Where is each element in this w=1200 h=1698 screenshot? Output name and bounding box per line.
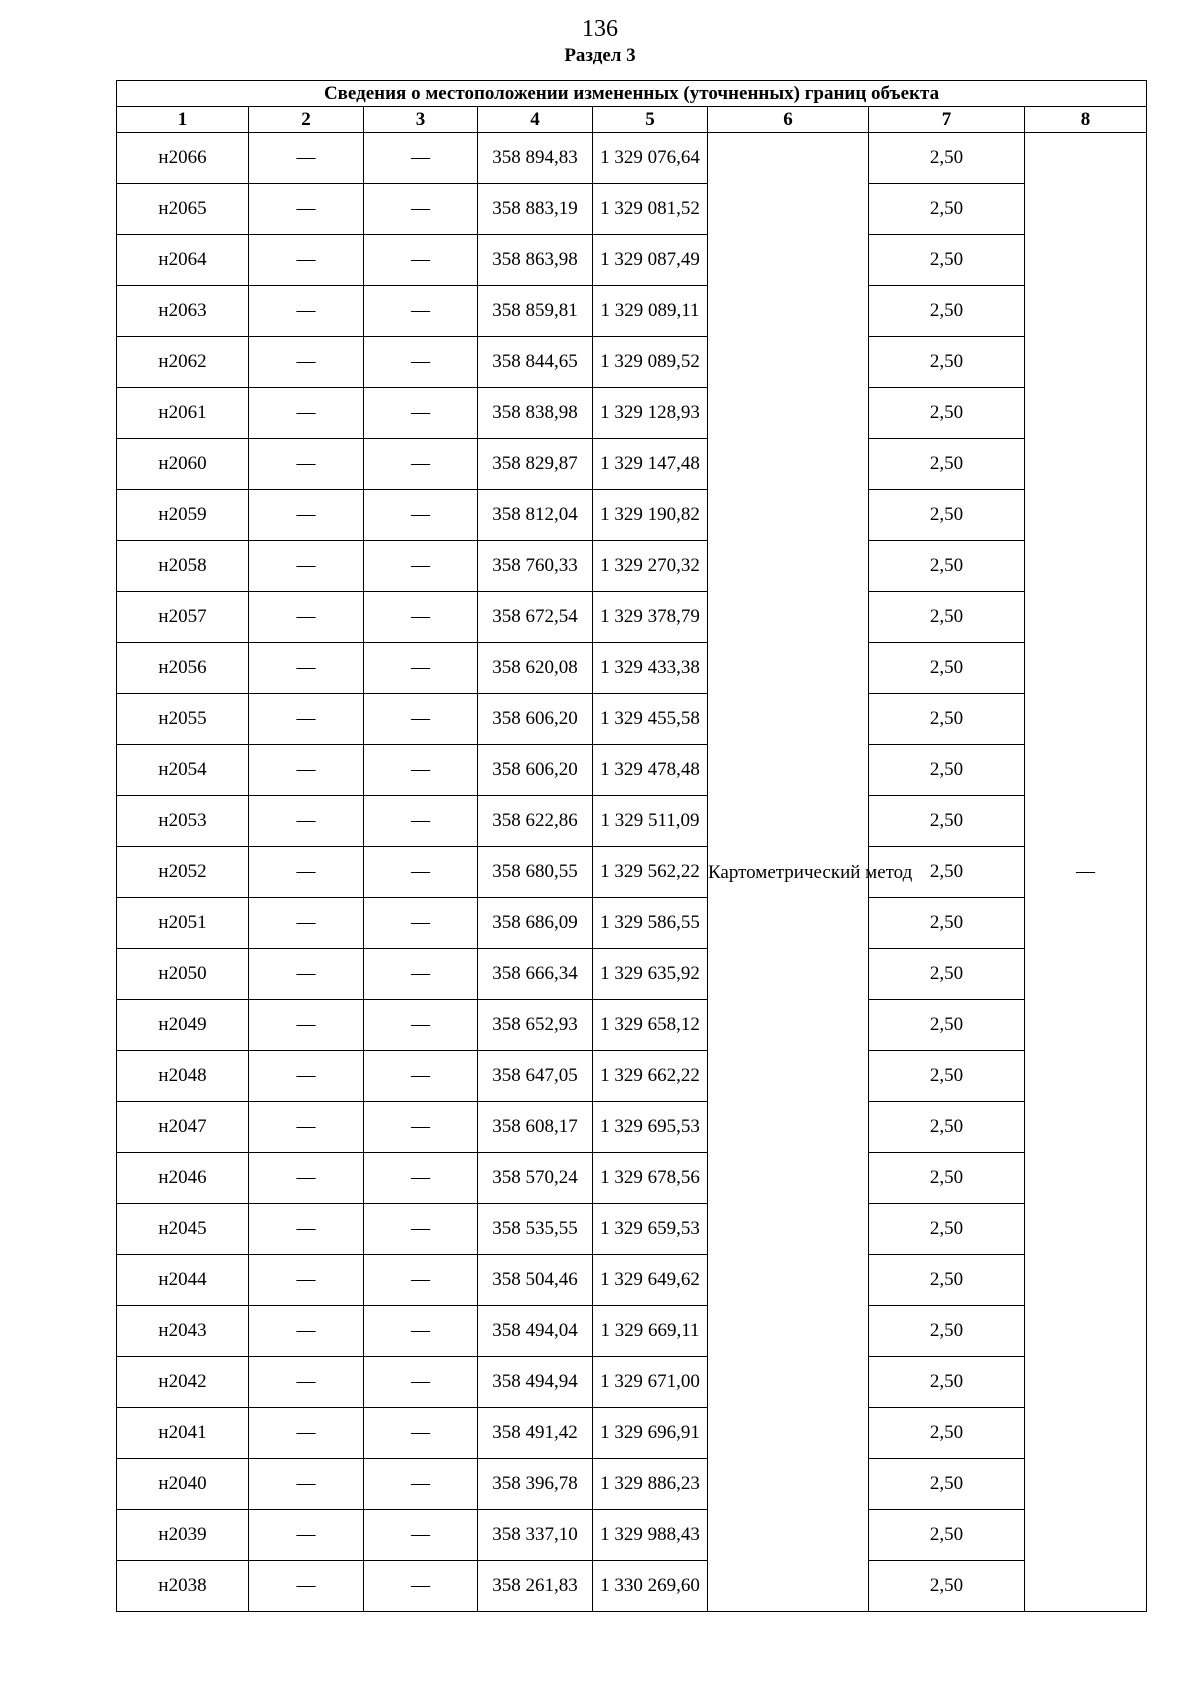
column-3-cell: — bbox=[364, 1561, 478, 1612]
section-title: Раздел 3 bbox=[564, 45, 636, 66]
y-coordinate-cell: 1 329 988,43 bbox=[593, 1510, 708, 1561]
column-7-cell: 2,50 bbox=[869, 1000, 1025, 1051]
column-3-cell: — bbox=[364, 1153, 478, 1204]
column-3-cell: — bbox=[364, 1255, 478, 1306]
table-row bbox=[117, 592, 1147, 643]
table-row bbox=[117, 235, 1147, 286]
table-row bbox=[117, 1204, 1147, 1255]
column-3-cell: — bbox=[364, 1357, 478, 1408]
column-2-cell: — bbox=[249, 592, 364, 643]
column-2-cell: — bbox=[249, 337, 364, 388]
column-2-cell: — bbox=[249, 694, 364, 745]
point-name-cell: н2040 bbox=[117, 1459, 249, 1510]
point-name-cell: н2065 bbox=[117, 184, 249, 235]
column-2-cell: — bbox=[249, 1102, 364, 1153]
point-name-cell: н2066 bbox=[117, 133, 249, 184]
y-coordinate-cell: 1 329 511,09 bbox=[593, 796, 708, 847]
method-cell: Картометрический метод bbox=[708, 133, 869, 1612]
x-coordinate-cell: 358 570,24 bbox=[478, 1153, 593, 1204]
column-number-3: 3 bbox=[364, 107, 478, 133]
table-row bbox=[117, 949, 1147, 1000]
column-3-cell: — bbox=[364, 898, 478, 949]
table-row bbox=[117, 1051, 1147, 1102]
column-7-cell: 2,50 bbox=[869, 439, 1025, 490]
y-coordinate-cell: 1 329 696,91 bbox=[593, 1408, 708, 1459]
column-7-cell: 2,50 bbox=[869, 388, 1025, 439]
column-number-5: 5 bbox=[593, 107, 708, 133]
column-7-cell: 2,50 bbox=[869, 1102, 1025, 1153]
table-row bbox=[117, 1000, 1147, 1051]
column-7-cell: 2,50 bbox=[869, 1510, 1025, 1561]
point-name-cell: н2057 bbox=[117, 592, 249, 643]
y-coordinate-cell: 1 329 378,79 bbox=[593, 592, 708, 643]
column-2-cell: — bbox=[249, 847, 364, 898]
column-3-cell: — bbox=[364, 847, 478, 898]
column-7-cell: 2,50 bbox=[869, 1306, 1025, 1357]
column-3-cell: — bbox=[364, 745, 478, 796]
x-coordinate-cell: 358 672,54 bbox=[478, 592, 593, 643]
y-coordinate-cell: 1 329 087,49 bbox=[593, 235, 708, 286]
y-coordinate-cell: 1 329 669,11 bbox=[593, 1306, 708, 1357]
y-coordinate-cell: 1 329 190,82 bbox=[593, 490, 708, 541]
y-coordinate-cell: 1 329 678,56 bbox=[593, 1153, 708, 1204]
table-row bbox=[117, 847, 1147, 898]
point-name-cell: н2048 bbox=[117, 1051, 249, 1102]
x-coordinate-cell: 358 652,93 bbox=[478, 1000, 593, 1051]
y-coordinate-cell: 1 329 695,53 bbox=[593, 1102, 708, 1153]
column-7-cell: 2,50 bbox=[869, 949, 1025, 1000]
y-coordinate-cell: 1 329 562,22 bbox=[593, 847, 708, 898]
column-2-cell: — bbox=[249, 1153, 364, 1204]
table-row bbox=[117, 133, 1147, 184]
table-row bbox=[117, 1153, 1147, 1204]
column-7-cell: 2,50 bbox=[869, 847, 1025, 898]
point-name-cell: н2043 bbox=[117, 1306, 249, 1357]
column-number-row bbox=[117, 107, 1147, 133]
y-coordinate-cell: 1 329 089,11 bbox=[593, 286, 708, 337]
column-2-cell: — bbox=[249, 235, 364, 286]
table-row bbox=[117, 541, 1147, 592]
column-3-cell: — bbox=[364, 796, 478, 847]
table-row bbox=[117, 1306, 1147, 1357]
x-coordinate-cell: 358 838,98 bbox=[478, 388, 593, 439]
column-7-cell: 2,50 bbox=[869, 184, 1025, 235]
column-3-cell: — bbox=[364, 592, 478, 643]
column-number-8: 8 bbox=[1025, 107, 1147, 133]
column-7-cell: 2,50 bbox=[869, 1459, 1025, 1510]
point-name-cell: н2050 bbox=[117, 949, 249, 1000]
x-coordinate-cell: 358 680,55 bbox=[478, 847, 593, 898]
table-row bbox=[117, 898, 1147, 949]
table-caption: Сведения о местоположении измененных (уточненных) границ объекта bbox=[117, 81, 1147, 107]
x-coordinate-cell: 358 859,81 bbox=[478, 286, 593, 337]
column-number-1: 1 bbox=[117, 107, 249, 133]
y-coordinate-cell: 1 329 076,64 bbox=[593, 133, 708, 184]
table-body bbox=[117, 133, 1147, 1612]
page-number: 136 bbox=[582, 16, 618, 42]
column-3-cell: — bbox=[364, 1306, 478, 1357]
y-coordinate-cell: 1 329 128,93 bbox=[593, 388, 708, 439]
column-2-cell: — bbox=[249, 1459, 364, 1510]
x-coordinate-cell: 358 844,65 bbox=[478, 337, 593, 388]
x-coordinate-cell: 358 396,78 bbox=[478, 1459, 593, 1510]
column-2-cell: — bbox=[249, 439, 364, 490]
x-coordinate-cell: 358 760,33 bbox=[478, 541, 593, 592]
column-number-6: 6 bbox=[708, 107, 869, 133]
point-name-cell: н2062 bbox=[117, 337, 249, 388]
column-2-cell: — bbox=[249, 1408, 364, 1459]
x-coordinate-cell: 358 666,34 bbox=[478, 949, 593, 1000]
table-row bbox=[117, 745, 1147, 796]
column-2-cell: — bbox=[249, 1357, 364, 1408]
x-coordinate-cell: 358 494,04 bbox=[478, 1306, 593, 1357]
column-3-cell: — bbox=[364, 1408, 478, 1459]
column-number-7: 7 bbox=[869, 107, 1025, 133]
column-number-2: 2 bbox=[249, 107, 364, 133]
column-7-cell: 2,50 bbox=[869, 898, 1025, 949]
y-coordinate-cell: 1 329 659,53 bbox=[593, 1204, 708, 1255]
column-3-cell: — bbox=[364, 1000, 478, 1051]
x-coordinate-cell: 358 491,42 bbox=[478, 1408, 593, 1459]
point-name-cell: н2064 bbox=[117, 235, 249, 286]
x-coordinate-cell: 358 647,05 bbox=[478, 1051, 593, 1102]
point-name-cell: н2052 bbox=[117, 847, 249, 898]
y-coordinate-cell: 1 329 478,48 bbox=[593, 745, 708, 796]
table-row bbox=[117, 337, 1147, 388]
column-3-cell: — bbox=[364, 337, 478, 388]
x-coordinate-cell: 358 337,10 bbox=[478, 1510, 593, 1561]
column-7-cell: 2,50 bbox=[869, 1357, 1025, 1408]
point-name-cell: н2060 bbox=[117, 439, 249, 490]
x-coordinate-cell: 358 812,04 bbox=[478, 490, 593, 541]
y-coordinate-cell: 1 329 455,58 bbox=[593, 694, 708, 745]
column-2-cell: — bbox=[249, 184, 364, 235]
column-2-cell: — bbox=[249, 490, 364, 541]
column-3-cell: — bbox=[364, 643, 478, 694]
column-3-cell: — bbox=[364, 286, 478, 337]
column-3-cell: — bbox=[364, 1459, 478, 1510]
point-name-cell: н2042 bbox=[117, 1357, 249, 1408]
point-name-cell: н2038 bbox=[117, 1561, 249, 1612]
column-2-cell: — bbox=[249, 1000, 364, 1051]
column-2-cell: — bbox=[249, 898, 364, 949]
point-name-cell: н2046 bbox=[117, 1153, 249, 1204]
point-name-cell: н2053 bbox=[117, 796, 249, 847]
column-7-cell: 2,50 bbox=[869, 643, 1025, 694]
column-7-cell: 2,50 bbox=[869, 1204, 1025, 1255]
column-3-cell: — bbox=[364, 439, 478, 490]
column-3-cell: — bbox=[364, 541, 478, 592]
column-7-cell: 2,50 bbox=[869, 796, 1025, 847]
point-name-cell: н2056 bbox=[117, 643, 249, 694]
y-coordinate-cell: 1 329 270,32 bbox=[593, 541, 708, 592]
column-3-cell: — bbox=[364, 694, 478, 745]
point-name-cell: н2051 bbox=[117, 898, 249, 949]
y-coordinate-cell: 1 329 886,23 bbox=[593, 1459, 708, 1510]
column-3-cell: — bbox=[364, 235, 478, 286]
table-row bbox=[117, 286, 1147, 337]
y-coordinate-cell: 1 329 635,92 bbox=[593, 949, 708, 1000]
column-2-cell: — bbox=[249, 1510, 364, 1561]
column-7-cell: 2,50 bbox=[869, 1255, 1025, 1306]
point-name-cell: н2055 bbox=[117, 694, 249, 745]
y-coordinate-cell: 1 329 433,38 bbox=[593, 643, 708, 694]
column-2-cell: — bbox=[249, 949, 364, 1000]
table-row bbox=[117, 1357, 1147, 1408]
column-8-cell: — bbox=[1025, 133, 1147, 1612]
column-7-cell: 2,50 bbox=[869, 133, 1025, 184]
table-row bbox=[117, 1408, 1147, 1459]
column-2-cell: — bbox=[249, 1561, 364, 1612]
x-coordinate-cell: 358 504,46 bbox=[478, 1255, 593, 1306]
table-row bbox=[117, 1459, 1147, 1510]
column-3-cell: — bbox=[364, 133, 478, 184]
y-coordinate-cell: 1 329 089,52 bbox=[593, 337, 708, 388]
column-3-cell: — bbox=[364, 949, 478, 1000]
y-coordinate-cell: 1 329 649,62 bbox=[593, 1255, 708, 1306]
point-name-cell: н2041 bbox=[117, 1408, 249, 1459]
table-row bbox=[117, 796, 1147, 847]
column-2-cell: — bbox=[249, 1306, 364, 1357]
column-2-cell: — bbox=[249, 643, 364, 694]
column-2-cell: — bbox=[249, 388, 364, 439]
column-3-cell: — bbox=[364, 184, 478, 235]
point-name-cell: н2059 bbox=[117, 490, 249, 541]
column-2-cell: — bbox=[249, 1255, 364, 1306]
table-row bbox=[117, 184, 1147, 235]
x-coordinate-cell: 358 606,20 bbox=[478, 694, 593, 745]
column-7-cell: 2,50 bbox=[869, 1051, 1025, 1102]
point-name-cell: н2047 bbox=[117, 1102, 249, 1153]
column-2-cell: — bbox=[249, 1051, 364, 1102]
table-row bbox=[117, 388, 1147, 439]
point-name-cell: н2061 bbox=[117, 388, 249, 439]
table-row bbox=[117, 694, 1147, 745]
column-2-cell: — bbox=[249, 796, 364, 847]
y-coordinate-cell: 1 329 671,00 bbox=[593, 1357, 708, 1408]
column-7-cell: 2,50 bbox=[869, 235, 1025, 286]
column-7-cell: 2,50 bbox=[869, 1408, 1025, 1459]
x-coordinate-cell: 358 261,83 bbox=[478, 1561, 593, 1612]
column-2-cell: — bbox=[249, 541, 364, 592]
table-row bbox=[117, 643, 1147, 694]
x-coordinate-cell: 358 686,09 bbox=[478, 898, 593, 949]
table-row bbox=[117, 1510, 1147, 1561]
point-name-cell: н2039 bbox=[117, 1510, 249, 1561]
coordinates-table bbox=[116, 80, 1147, 1612]
column-7-cell: 2,50 bbox=[869, 1561, 1025, 1612]
column-number-4: 4 bbox=[478, 107, 593, 133]
column-7-cell: 2,50 bbox=[869, 337, 1025, 388]
column-7-cell: 2,50 bbox=[869, 490, 1025, 541]
point-name-cell: н2045 bbox=[117, 1204, 249, 1255]
y-coordinate-cell: 1 329 586,55 bbox=[593, 898, 708, 949]
column-3-cell: — bbox=[364, 1102, 478, 1153]
y-coordinate-cell: 1 330 269,60 bbox=[593, 1561, 708, 1612]
column-7-cell: 2,50 bbox=[869, 592, 1025, 643]
x-coordinate-cell: 358 620,08 bbox=[478, 643, 593, 694]
point-name-cell: н2063 bbox=[117, 286, 249, 337]
y-coordinate-cell: 1 329 662,22 bbox=[593, 1051, 708, 1102]
table-row bbox=[117, 439, 1147, 490]
table-row bbox=[117, 1102, 1147, 1153]
x-coordinate-cell: 358 608,17 bbox=[478, 1102, 593, 1153]
column-3-cell: — bbox=[364, 490, 478, 541]
x-coordinate-cell: 358 622,86 bbox=[478, 796, 593, 847]
column-3-cell: — bbox=[364, 1510, 478, 1561]
x-coordinate-cell: 358 863,98 bbox=[478, 235, 593, 286]
point-name-cell: н2044 bbox=[117, 1255, 249, 1306]
point-name-cell: н2049 bbox=[117, 1000, 249, 1051]
x-coordinate-cell: 358 535,55 bbox=[478, 1204, 593, 1255]
x-coordinate-cell: 358 883,19 bbox=[478, 184, 593, 235]
column-7-cell: 2,50 bbox=[869, 694, 1025, 745]
column-7-cell: 2,50 bbox=[869, 541, 1025, 592]
x-coordinate-cell: 358 494,94 bbox=[478, 1357, 593, 1408]
column-7-cell: 2,50 bbox=[869, 286, 1025, 337]
y-coordinate-cell: 1 329 081,52 bbox=[593, 184, 708, 235]
table-row bbox=[117, 490, 1147, 541]
column-7-cell: 2,50 bbox=[869, 745, 1025, 796]
x-coordinate-cell: 358 606,20 bbox=[478, 745, 593, 796]
column-2-cell: — bbox=[249, 286, 364, 337]
column-7-cell: 2,50 bbox=[869, 1153, 1025, 1204]
column-3-cell: — bbox=[364, 388, 478, 439]
column-2-cell: — bbox=[249, 133, 364, 184]
table-row bbox=[117, 1561, 1147, 1612]
y-coordinate-cell: 1 329 658,12 bbox=[593, 1000, 708, 1051]
column-2-cell: — bbox=[249, 745, 364, 796]
column-2-cell: — bbox=[249, 1204, 364, 1255]
column-3-cell: — bbox=[364, 1051, 478, 1102]
y-coordinate-cell: 1 329 147,48 bbox=[593, 439, 708, 490]
point-name-cell: н2058 bbox=[117, 541, 249, 592]
point-name-cell: н2054 bbox=[117, 745, 249, 796]
x-coordinate-cell: 358 829,87 bbox=[478, 439, 593, 490]
x-coordinate-cell: 358 894,83 bbox=[478, 133, 593, 184]
column-3-cell: — bbox=[364, 1204, 478, 1255]
table-row bbox=[117, 1255, 1147, 1306]
